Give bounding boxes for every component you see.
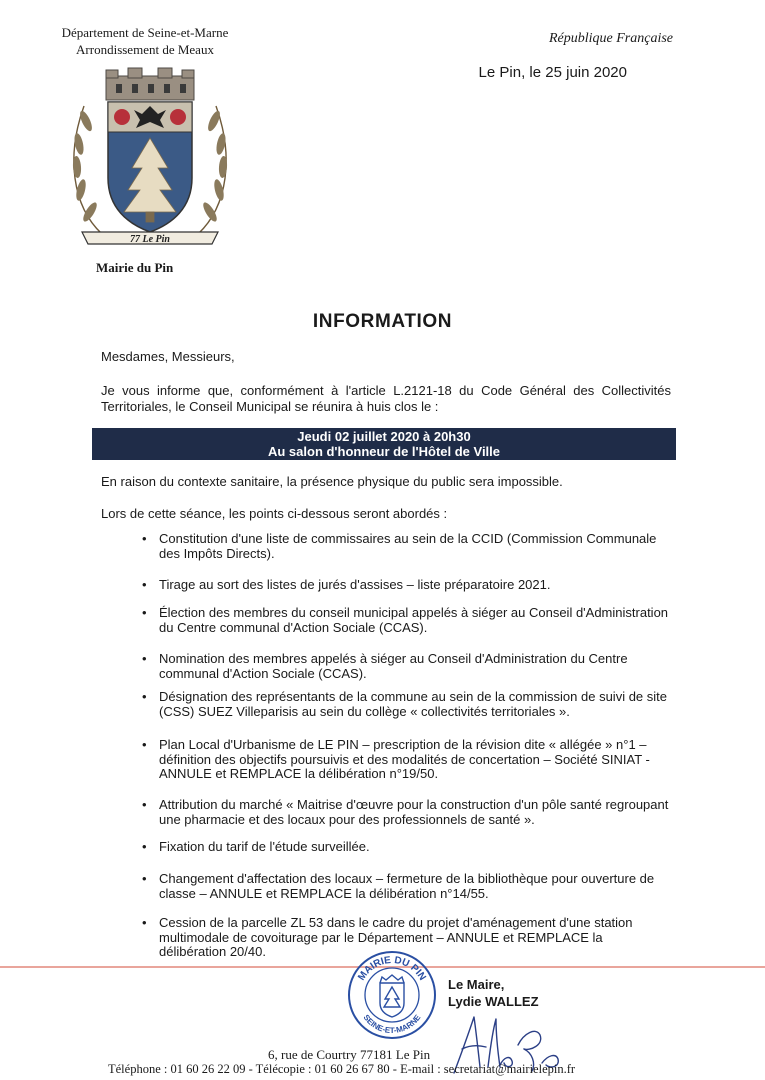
points-intro: Lors de cette séance, les points ci-dessous seront abordés : [101, 506, 448, 521]
department-name: Département de Seine-et-Marne [61, 25, 229, 40]
meeting-date: Jeudi 02 juillet 2020 à 20h30 [297, 429, 471, 444]
agenda-item-text: Élection des membres du conseil municipal appelés à siéger au Conseil d'Administration du Centre communal d'Action Sociale (CCAS). [159, 605, 669, 635]
agenda-item [142, 840, 672, 855]
bullet-icon: • [142, 651, 147, 666]
agenda-item [142, 872, 672, 901]
arrondissement-name: Arrondissement de Meaux [76, 42, 214, 57]
bullet-icon: • [142, 737, 147, 752]
agenda-item-text: Changement d'affectation des locaux – fermeture de la bibliothèque pour ouverture de classe – ANNULE et REMPLACE la délibération n°14/55. [159, 871, 655, 901]
agenda-item [142, 690, 672, 719]
bullet-icon: • [142, 531, 147, 546]
bullet-icon: • [142, 689, 147, 704]
agenda-item-text: Tirage au sort des listes de jurés d'assises – liste préparatoire 2021. [159, 577, 551, 592]
stamp-bottom-text: SEINE-ET-MARNE [361, 1012, 423, 1036]
intro-paragraph: Je vous informe que, conformément à l'article L.2121-18 du Code Général des Collectivités Territoriales, le Conseil Municipal se réunira à huis clos le : [101, 383, 671, 414]
health-notice: En raison du contexte sanitaire, la présence physique du public sera impossible. [101, 474, 563, 489]
agenda-item-text: Nomination des membres appelés à siéger au Conseil d'Administration du Centre communal d'Action Sociale (CCAS). [159, 651, 628, 681]
agenda-item-text: Constitution d'une liste de commissaires au sein de la CCID (Commission Communale des Impôts Directs). [159, 531, 657, 561]
agenda-item-text: Cession de la parcelle ZL 53 dans le cadre du projet d'aménagement d'une station multimodale de covoiturage par le Département – ANNULE et REMPLACE la délibération 20/40. [159, 915, 633, 959]
bullet-icon: • [142, 577, 147, 592]
footer-address: 6, rue de Courtry 77181 Le Pin [268, 1047, 431, 1062]
meeting-banner [92, 428, 676, 460]
agenda-item [142, 578, 672, 593]
greeting: Mesdames, Messieurs, [101, 349, 235, 364]
stamp-top-text: MAIRIE DU PIN [356, 954, 428, 983]
bullet-icon: • [142, 839, 147, 854]
agenda-item [142, 738, 672, 782]
agenda-item-text: Fixation du tarif de l'étude surveillée. [159, 839, 370, 854]
letterhead-department [40, 24, 250, 58]
agenda-item-text: Attribution du marché « Maitrise d'œuvre pour la construction d'un pôle santé regroupant une pharmacie et des locaux pour des professionnels de santé ». [159, 797, 669, 827]
footer-contact: Téléphone : 01 60 26 22 09 - Télécopie : 01 60 26 67 80 - E-mail : secretariat@mairielepin.fr [108, 1062, 576, 1076]
document-title: INFORMATION [312, 311, 453, 332]
coat-of-arms-icon [62, 66, 238, 248]
bullet-icon: • [142, 797, 147, 812]
official-stamp-icon [346, 949, 438, 1041]
signatory-title: Le Maire, [448, 977, 505, 992]
signatory-name: Lydie WALLEZ [448, 994, 539, 1009]
place-date: Le Pin, le 25 juin 2020 [478, 64, 627, 81]
bullet-icon: • [142, 915, 147, 930]
agenda-item [142, 606, 672, 635]
republic-label: République Française [548, 31, 673, 46]
bullet-icon: • [142, 871, 147, 886]
coat-ribbon-text: 77 Le Pin [130, 234, 170, 245]
agenda-item-text: Plan Local d'Urbanisme de LE PIN – prescription de la révision dite « allégée » n°1 – définition des objectifs poursuivis et des modalités de concertation – Société SINIAT - ANNULE et REMPLACE la délibération n°19/50. [159, 737, 650, 781]
agenda-item [142, 532, 672, 561]
agenda-item [142, 798, 672, 827]
bullet-icon: • [142, 605, 147, 620]
meeting-location: Au salon d'honneur de l'Hôtel de Ville [267, 444, 501, 459]
agenda-item-text: Désignation des représentants de la commune au sein de la commission de suivi de site (CSS) SUEZ Villeparisis au sein du collège « collectivités territoriales ». [159, 689, 667, 719]
agenda-item [142, 652, 672, 681]
mairie-label: Mairie du Pin [96, 260, 174, 275]
